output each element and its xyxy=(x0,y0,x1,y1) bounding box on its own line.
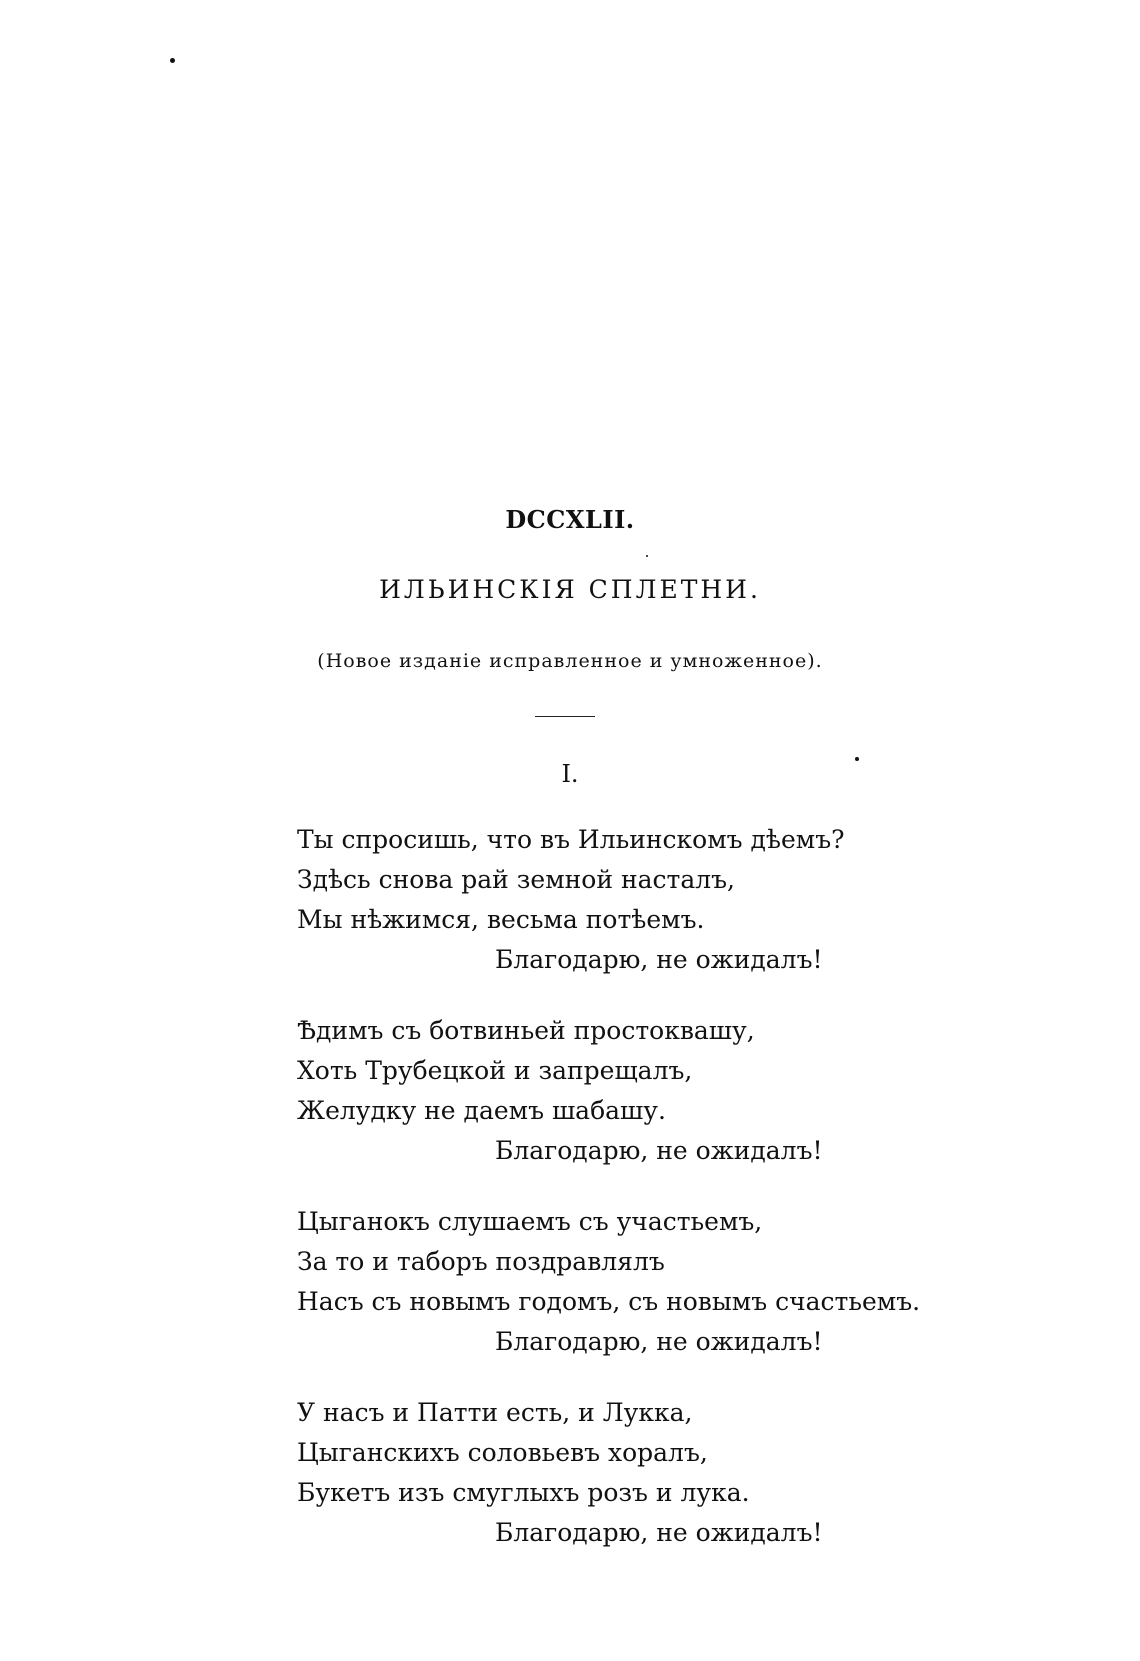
poem-line: Ѣдимъ съ ботвиньей простоквашу, xyxy=(297,1016,755,1045)
poem-line: Мы нѣжимся, весьма потѣемъ. xyxy=(297,905,705,934)
poem-line: Цыганокъ слушаемъ съ участьемъ, xyxy=(297,1207,763,1236)
poem-line: Ты спросишь, что въ Ильинскомъ дѣемъ? xyxy=(297,825,845,854)
poem-line: За то и таборъ поздравлялъ xyxy=(297,1247,665,1276)
poem-line: Желудку не даемъ шабашу. xyxy=(297,1096,666,1125)
poem-line: Букетъ изъ смуглыхъ розъ и лука. xyxy=(297,1478,750,1507)
poem-subtitle: (Новое изданіе исправленное и умноженное). xyxy=(317,650,823,672)
part-number: I. xyxy=(561,760,579,788)
poem-line: Цыганскихъ соловьевъ хоралъ, xyxy=(297,1438,708,1467)
refrain-line: Благодарю, не ожидалъ! xyxy=(495,1136,823,1165)
poem-number: DCCXLII. xyxy=(505,505,635,534)
stanza xyxy=(297,820,997,980)
separator-rule xyxy=(535,716,595,717)
stanza xyxy=(297,1202,997,1362)
poem-line: У насъ и Патти есть, и Лукка, xyxy=(297,1398,693,1427)
poem-body xyxy=(297,820,997,1584)
poem-line: Хоть Трубецкой и запрещалъ, xyxy=(297,1056,693,1085)
stanza xyxy=(297,1011,997,1171)
ink-speck xyxy=(646,555,648,557)
poem-title: ИЛЬИНСКІЯ СПЛЕТНИ. xyxy=(379,575,761,604)
ink-speck xyxy=(170,58,175,63)
poem-line: Насъ съ новымъ годомъ, съ новымъ счастьемъ. xyxy=(297,1287,921,1316)
stanza xyxy=(297,1393,997,1553)
poem-line: Здѣсь снова рай земной насталъ, xyxy=(297,865,736,894)
refrain-line: Благодарю, не ожидалъ! xyxy=(495,945,823,974)
refrain-line: Благодарю, не ожидалъ! xyxy=(495,1327,823,1356)
refrain-line: Благодарю, не ожидалъ! xyxy=(495,1518,823,1547)
